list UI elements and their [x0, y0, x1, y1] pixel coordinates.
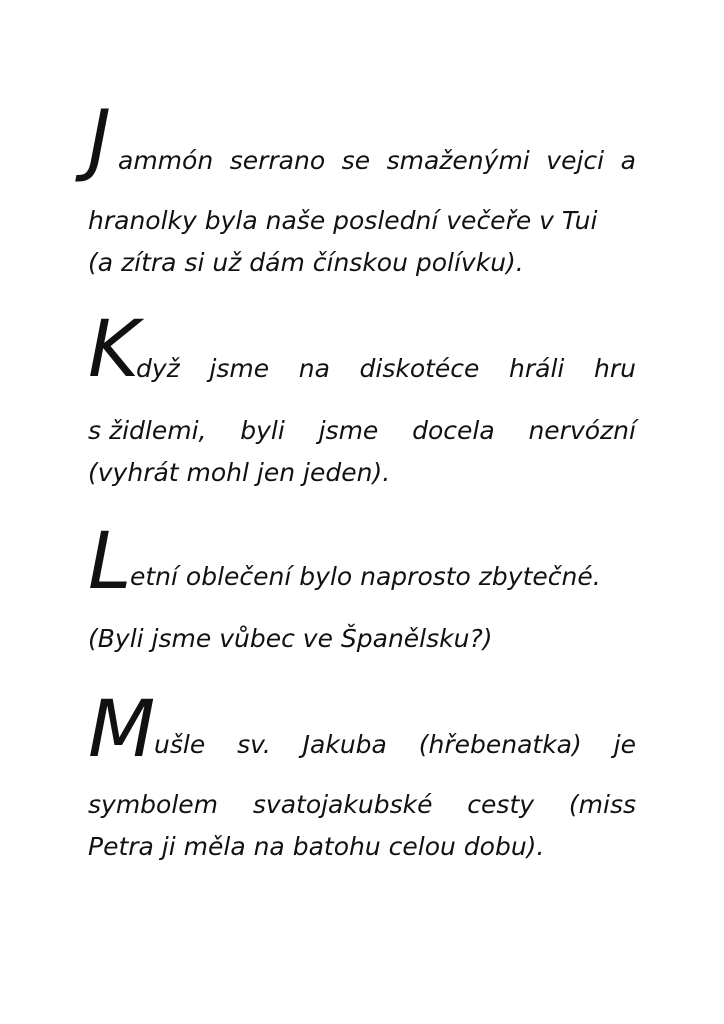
word: serrano: [229, 146, 326, 175]
word: se: [341, 146, 371, 175]
paragraph-m-line-2: [88, 788, 636, 822]
word: Jakuba: [302, 730, 387, 759]
word: a: [620, 146, 636, 175]
drop-cap-k: K: [88, 305, 140, 395]
word: cesty: [467, 790, 535, 819]
word: svatojakubské: [252, 790, 433, 819]
word: ušle: [154, 730, 206, 759]
paragraph-j: [88, 95, 636, 290]
word: smaženými: [386, 146, 530, 175]
word: na: [298, 354, 330, 383]
word: byli: [240, 416, 285, 445]
word: jsme: [209, 354, 270, 383]
drop-cap-j: J: [88, 95, 112, 185]
paragraph-m: [88, 685, 636, 880]
paragraph-k-line-3: (vyhrát mohl jen jeden).: [88, 458, 391, 487]
paragraph-l-line-2: (Byli jsme vůbec ve Španělsku?): [88, 624, 493, 653]
word: sv.: [237, 730, 271, 759]
word: docela: [412, 416, 495, 445]
word: (miss: [568, 790, 636, 819]
paragraph-k: [88, 305, 636, 500]
word: ammón: [118, 146, 214, 175]
word: dyž: [136, 354, 180, 383]
word: (hřebenatka): [418, 730, 582, 759]
paragraph-m-line-1: [154, 728, 636, 762]
word: diskotéce: [359, 354, 480, 383]
paragraph-l: [88, 517, 636, 662]
word: je: [613, 730, 636, 759]
word: jsme: [318, 416, 379, 445]
paragraph-j-line-1: [118, 144, 636, 178]
word: vejci: [546, 146, 605, 175]
word: nervózní: [528, 416, 636, 445]
paragraph-m-line-3: Petra ji měla na batohu celou dobu).: [88, 832, 545, 861]
word: hru: [594, 354, 636, 383]
paragraph-j-line-3: (a zítra si už dám čínskou polívku).: [88, 248, 524, 277]
drop-cap-m: M: [88, 685, 156, 775]
paragraph-j-line-2: hranolky byla naše poslední večeře v Tui: [88, 206, 598, 235]
word: hráli: [509, 354, 565, 383]
paragraph-k-line-2: [88, 414, 636, 448]
drop-cap-l: L: [88, 517, 132, 607]
paragraph-k-line-1: [136, 352, 636, 386]
word: s židlemi,: [88, 416, 207, 445]
paragraph-l-line-1: etní oblečení bylo naprosto zbytečné.: [130, 562, 601, 591]
word: symbolem: [88, 790, 219, 819]
